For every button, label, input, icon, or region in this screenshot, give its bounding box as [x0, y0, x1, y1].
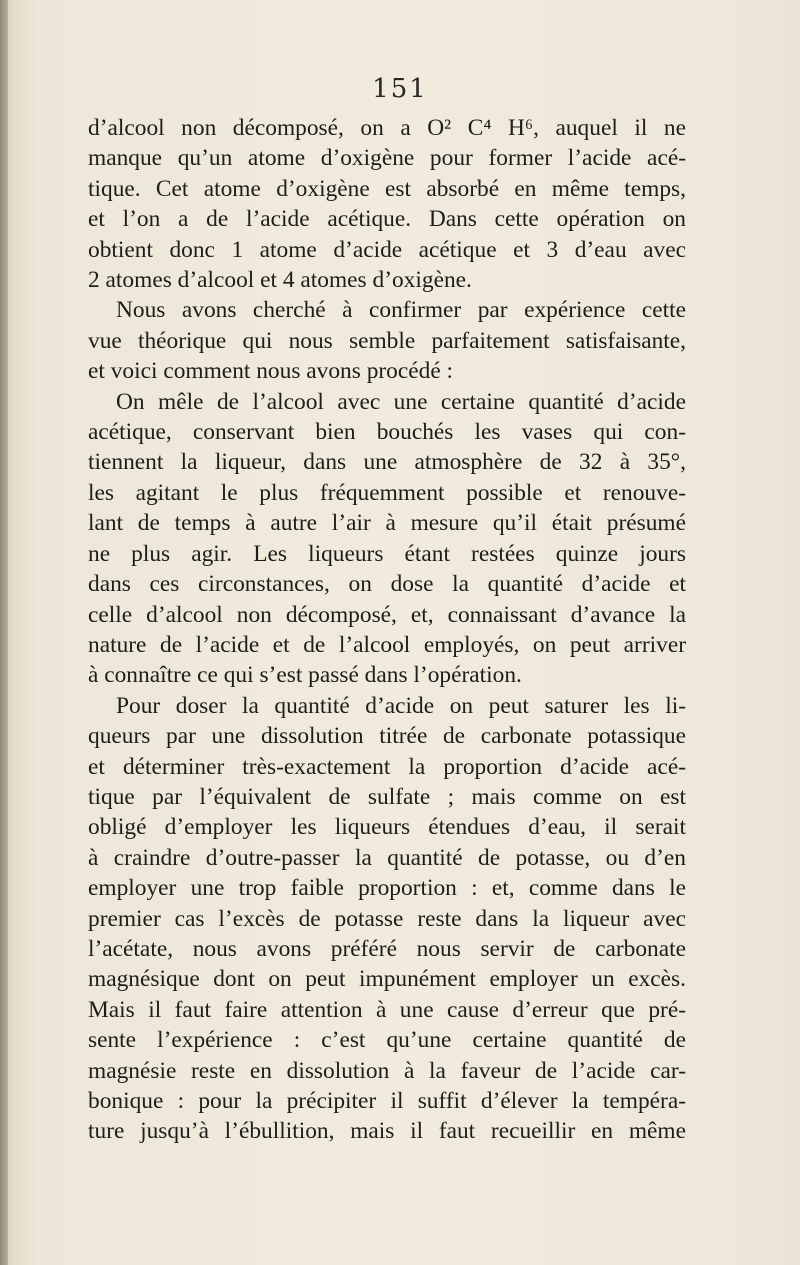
book-spine-shadow: [0, 0, 8, 1265]
text-line: ture jusqu’à l’ébullition, mais il faut recueillir en même: [88, 1118, 686, 1145]
text-line: magnésie reste en dissolution à la faveur de l’acide car-: [88, 1057, 686, 1084]
text-line: Pour doser la quantité d’acide on peut saturer les li-: [116, 692, 686, 719]
text-line: et voici comment nous avons procédé :: [88, 358, 454, 385]
paragraph-2: [88, 295, 686, 386]
text-line: tique. Cet atome d’oxigène est absorbé en même temps,: [88, 175, 686, 202]
text-line: manque qu’un atome d’oxigène pour former l’acide acé-: [88, 145, 686, 172]
text-line: d’alcool non décomposé, on a O² C⁴ H⁶, auquel il ne: [88, 115, 686, 141]
text-line: dans ces circonstances, on dose la quantité d’acide et: [88, 571, 686, 598]
text-line: lant de temps à autre l’air à mesure qu’il était présumé: [88, 510, 686, 537]
body-text: [88, 113, 686, 1147]
text-line: celle d’alcool non décomposé, et, connaissant d’avance la: [88, 601, 686, 628]
text-line: obtient donc 1 atome d’acide acétique et 3 d’eau avec: [88, 236, 686, 263]
paragraph-4: [88, 691, 686, 1147]
paragraph-1: [88, 113, 686, 295]
text-line: et l’on a de l’acide acétique. Dans cette opération on: [88, 206, 686, 233]
text-line: sente l’expérience : c’est qu’une certaine quantité de: [88, 1027, 686, 1054]
text-line: tique par l’équivalent de sulfate ; mais comme on est: [88, 783, 686, 810]
text-line: et déterminer très-exactement la proportion d’acide acé-: [88, 753, 686, 780]
text-line: l’acétate, nous avons préféré nous servir de carbonate: [88, 935, 686, 962]
text-line: 2 atomes d’alcool et 4 atomes d’oxigène.: [88, 267, 472, 294]
text-line: On mêle de l’alcool avec une certaine quantité d’acide: [116, 388, 686, 415]
text-line: acétique, conservant bien bouchés les vases qui con-: [88, 419, 686, 446]
text-line: vue théorique qui nous semble parfaitement satisfaisante,: [88, 327, 686, 354]
text-line: tiennent la liqueur, dans une atmosphère de 32 à 35°,: [88, 449, 686, 476]
text-line: Mais il faut faire attention à une cause d’erreur que pré-: [88, 996, 686, 1023]
text-line: queurs par une dissolution titrée de carbonate potassique: [88, 723, 686, 750]
text-line: ne plus agir. Les liqueurs étant restées quinze jours: [88, 540, 686, 567]
text-line: Nous avons cherché à confirmer par expérience cette: [116, 297, 686, 324]
text-line: premier cas l’excès de potasse reste dans la liqueur avec: [88, 905, 686, 932]
text-line: à connaître ce qui s’est passé dans l’opération.: [88, 662, 522, 689]
text-line: employer une trop faible proportion : et, comme dans le: [88, 875, 686, 902]
paragraph-3: [88, 387, 686, 691]
text-line: nature de l’acide et de l’alcool employés, on peut arriver: [88, 631, 686, 658]
text-line: bonique : pour la précipiter il suffit d’élever la tempéra-: [88, 1088, 686, 1114]
text-line: à craindre d’outre-passer la quantité de potasse, ou d’en: [88, 844, 686, 871]
text-line: magnésique dont on peut impunément employer un excès.: [88, 966, 686, 993]
text-line: les agitant le plus fréquemment possible et renouve-: [88, 479, 686, 506]
page-number: 151: [372, 74, 428, 104]
text-line: obligé d’employer les liqueurs étendues d’eau, il serait: [88, 814, 686, 841]
